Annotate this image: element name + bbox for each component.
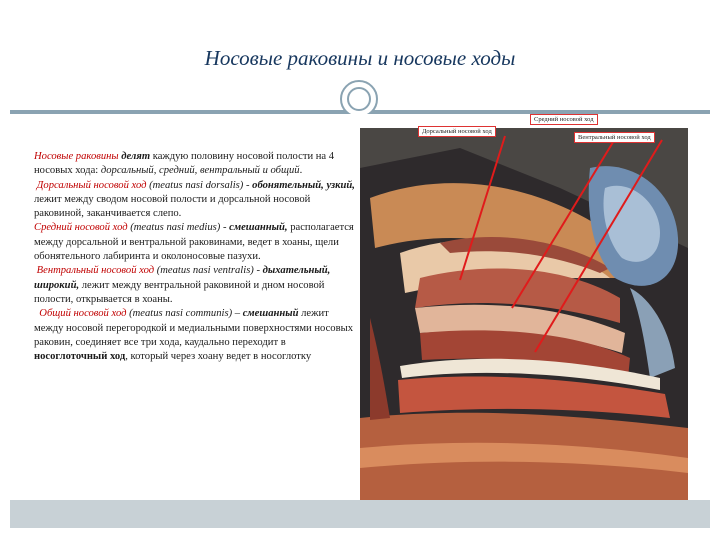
emphasis-ventral: дыхательный, широкий,: [34, 265, 331, 291]
slide-title: Носовые раковины и носовые ходы: [204, 46, 516, 70]
label-middle-passage: Средний носовой ход: [530, 114, 598, 125]
description-text: [34, 150, 356, 364]
latin-common: (meatus nasi communis) –: [126, 308, 243, 320]
term-turbinates: Носовые раковины: [34, 151, 119, 162]
ring-ornament-icon: [340, 80, 378, 118]
text-fragment: лежит между сводом носовой полости и дорсальной носовой раковиной, заканчивается слепо.: [34, 193, 311, 220]
emphasis-dorsal: обонятельный, узкий,: [252, 179, 355, 191]
paragraph-turbinates: [34, 150, 356, 179]
text-fragment: каждую половину носовой полости на 4 носовых хода:: [34, 151, 335, 177]
text-fragment: лежит между носовой перегородкой и медиальными поверхностями носовых раковин, соединяет все три хода, каудально переходит в: [34, 308, 354, 348]
term-dorsal: Дорсальный носовой ход: [36, 179, 147, 191]
emphasis-divide: делят: [121, 151, 151, 162]
text-fragment: лежит между вентральной раковиной и дном носовой полости, открывается в хоаны.: [34, 279, 325, 305]
ring-inner-icon: [347, 87, 371, 111]
latin-ventral: (meatus nasi ventralis) -: [154, 265, 263, 277]
emphasis-nasopharyngeal: носоглоточный ход: [34, 351, 126, 363]
emphasis-common: смешанный: [242, 308, 299, 320]
nasal-cavity-illustration: [360, 128, 688, 500]
footer-bar: [10, 500, 710, 528]
term-middle: Средний носовой ход: [34, 222, 128, 234]
latin-dorsal: (meatus nasi dorsalis) -: [146, 179, 253, 191]
text-fragment: располагается между дорсальной и вентральной раковинами, ведет в хоаны, щели обонятельного лабиринта и околоносовые пазухи.: [34, 222, 354, 263]
list-of-passages: дорсальный, средний, вентральный и общий: [100, 165, 300, 177]
text-fragment: , который через хоану ведет в носоглотку: [125, 351, 312, 363]
emphasis-middle: смешанный,: [229, 222, 288, 234]
paragraph-middle: [34, 221, 356, 264]
term-common: Общий носовой ход: [39, 308, 127, 320]
term-ventral: Вентральный носовой ход: [36, 265, 155, 277]
latin-middle: (meatus nasi medius) -: [127, 222, 230, 234]
label-dorsal-passage: Дорсальный носовой ход: [418, 126, 496, 137]
label-ventral-passage: Вентральный носовой ход: [574, 132, 655, 143]
paragraph-common: [34, 307, 356, 364]
text-fragment: .: [299, 165, 303, 177]
paragraph-dorsal: [34, 179, 356, 222]
paragraph-ventral: [34, 264, 356, 307]
